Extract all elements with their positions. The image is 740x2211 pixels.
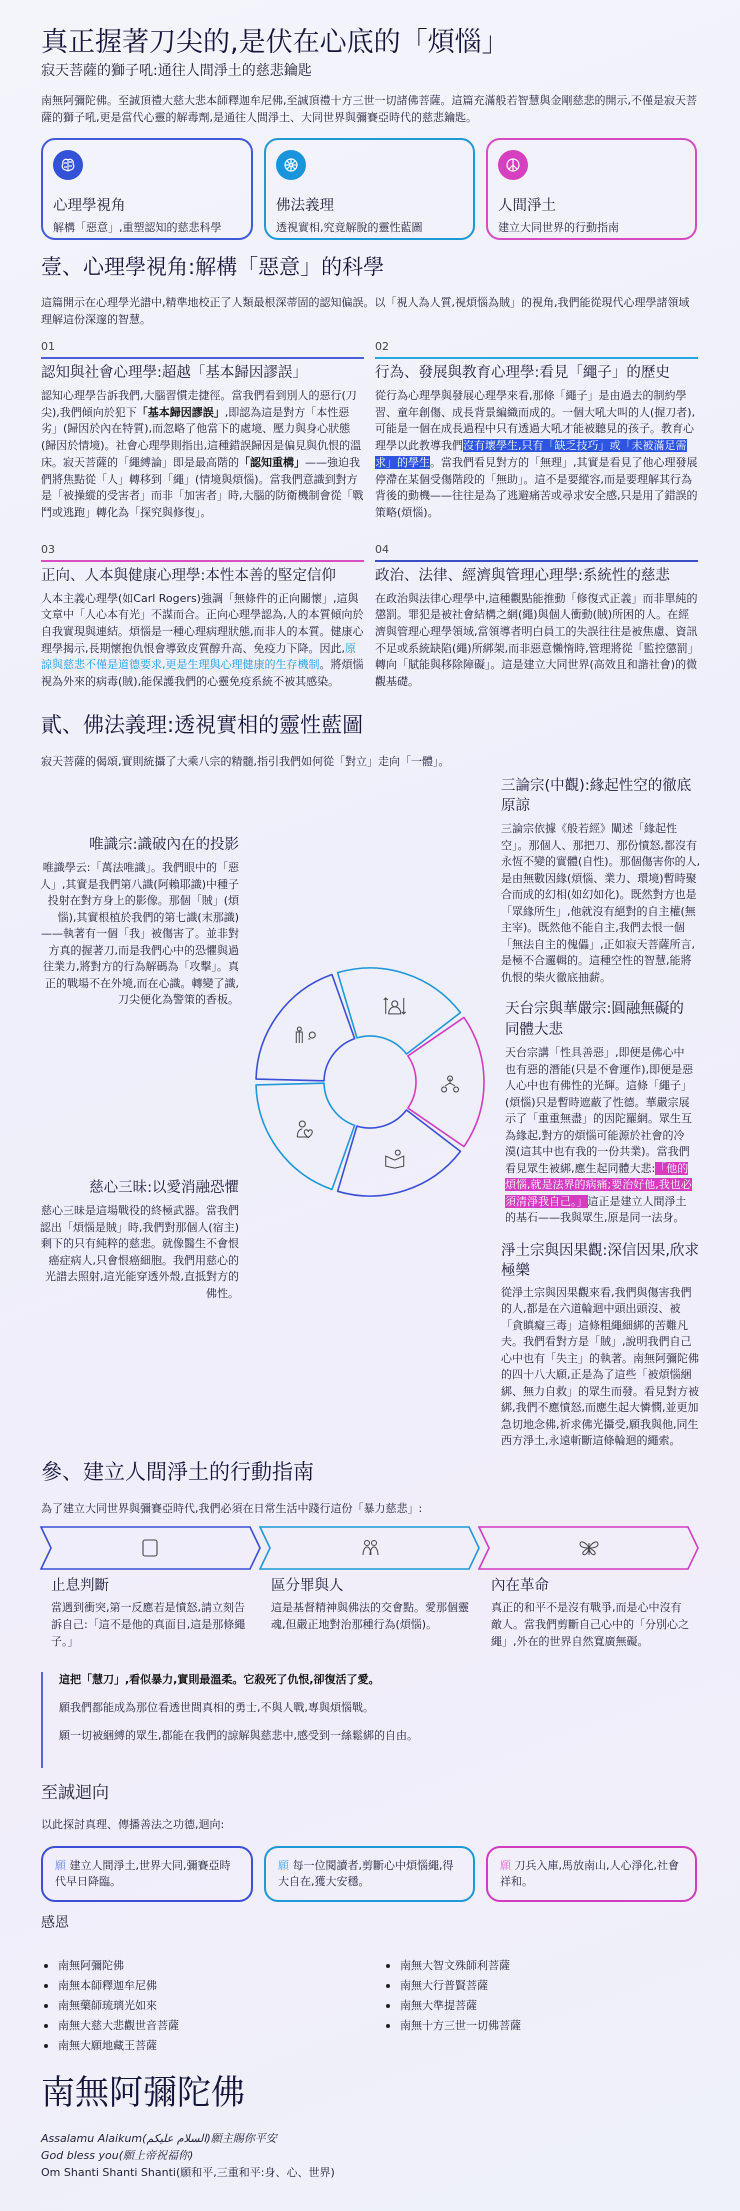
- divider: [41, 357, 364, 359]
- right-column: [501, 770, 701, 1450]
- step-body: 這是基督精神與佛法的交會點。愛那個靈魂,但嚴正地對治那種行為(煩惱)。: [271, 1601, 469, 1632]
- card-desc: 建立大同世界的行動指南: [498, 221, 619, 234]
- section-2-heading: 貳、佛法義理:透視實相的靈性藍圖: [41, 712, 364, 737]
- text: ——強迫我們將焦點從「人」轉移到「繩」(情境與煩惱)。當我們意識到對方是「被操縱的受害者」而非「加害者」時,大腦的防衛機制會從「戰鬥或逃跑」轉化為「探究與修復」。: [41, 455, 364, 519]
- dedication-intro: 以此探討真理、傳播善法之功德,迴向:: [41, 1818, 225, 1832]
- chevron-step-1: [41, 1527, 260, 1569]
- person-idea-icon: [296, 1027, 315, 1043]
- text: ,即認為這是對方「本性惡劣」(歸因於內在特質),而忽略了他當下的處境、壓力與身心狀態(歸因於情境)。社會心理學則指出,這種錯誤歸因是偏見與仇恨的溫床。寂天菩薩的「繩縛論」即是最高階的: [41, 405, 362, 469]
- card-desc: 透視實相,究竟解脫的靈性藍圖: [276, 221, 423, 234]
- card-pure-land[interactable]: [486, 138, 697, 240]
- bold-term: 「基本歸因謬誤」: [136, 405, 225, 419]
- blessing-line: Om Shanti Shanti Shanti(願和平,三重和平:身、心、世界): [41, 2165, 335, 2179]
- school-body: 從淨土宗與因果觀來看,我們與傷害我們的人,都是在六道輪迴中頭出頭沒、被「貪瞋癡三毒」這條粗繩細綁的苦難凡夫。我們看對方是「賊」,說明我們自己心中也有「失主」的執著。南無阿彌陀佛的四十八大願,正是為了這些「被煩惱綑綁、無力自救」的眾生而發。看見對方被綁,我們不應憤怒,而應生起大憐憫,並更加急切地念佛,祈求佛光攝受,願我與他,同生西方淨土,永遠斬斷這條輪迴的繩索。: [501, 1285, 699, 1448]
- text: 天台宗講「性具善惡」,即便是佛心中也有惡的潛能(只是不會運作),即便是惡人心中也有佛性的光輝。這條「繩子」(煩惱)只是暫時遮蔽了性德。華嚴宗展示了「重重無盡」的因陀羅網。眾生互為緣起,對方的煩惱可能源於社會的冷漠(這其中也有我的一份共業)。當我們看見眾生被綁,應生起同體大悲:: [505, 1046, 694, 1175]
- step-separate-sin-person: [271, 1576, 476, 1650]
- steps: [41, 1576, 698, 1650]
- dedication-heading: 至誠迴向: [41, 1783, 109, 1804]
- thanks-list-right: [383, 1956, 698, 2056]
- vow-text: 刀兵入庫,馬放南山,人心淨化,社會祥和。: [500, 1858, 679, 1888]
- item-number: 04: [375, 542, 389, 556]
- card-title: 佛法義理: [276, 198, 334, 214]
- schools-section: [0, 770, 740, 1450]
- caring-heart-icon: [297, 1121, 312, 1138]
- step-body: 當遇到衝突,第一反應若是憤怒,請立刻告訴自己:「這不是他的真面目,這是那條繩子。」: [51, 1601, 246, 1649]
- psych-item-04: [375, 542, 698, 691]
- steps-chevrons: [0, 1525, 740, 1571]
- school-tiantai: [505, 999, 695, 1227]
- item-title: 正向、人本與健康心理學:本性本善的堅定信仰: [41, 567, 336, 584]
- overview-cards: [41, 138, 698, 240]
- thanks-heading: 感恩: [41, 1914, 69, 1931]
- school-body: 唯識學云:「萬法唯識」。我們眼中的「惡人」,其實是我們第八識(阿賴耶識)中種子投射在對方身上的影像。那個「賊」(煩惱),其實根植於我們的第七識(末那識)——執著有一個「我」被傷害了。並非對方真的握著刀,而是我們心中的恐懼與過往業力,將對方的行為解碼為「攻擊」。真正的戰場不在外境,而在心識。轉變了識,刀尖便化為警策的香板。: [39, 861, 239, 1007]
- card-dharma[interactable]: [264, 138, 475, 240]
- school-cixin: [39, 1178, 239, 1302]
- butterfly-icon: [580, 1542, 598, 1555]
- section-3-intro: 為了建立大同世界與彌賽亞時代,我們必須在日常生活中踐行這份「暴力慈悲」:: [41, 1501, 423, 1515]
- list-item: 南無大準提菩薩: [383, 1996, 698, 2016]
- people-icon: [363, 1541, 378, 1556]
- psych-item-03: [41, 542, 364, 691]
- dedication-card: [41, 1846, 253, 1902]
- item-body: [41, 591, 364, 691]
- step-body: 真正的和平不是沒有戰爭,而是心中沒有敵人。當我們剪斷自己心中的「分別心之繩」,外在的世界自然寬廣無礙。: [491, 1601, 689, 1649]
- blessing-line: God bless you(願上帝祝福你): [41, 2148, 194, 2162]
- blessing-line: Assalamu Alaikum(السلام عليكم)願主賜你平安: [41, 2131, 277, 2145]
- vow-text: 建立人間淨土,世界大同,彌賽亞時代早日降臨。: [55, 1858, 231, 1888]
- closing-quote: [41, 1672, 698, 1768]
- card-title: 心理學視角: [53, 198, 126, 214]
- school-title: 慈心三昧:以愛消融恐懼: [89, 1180, 239, 1197]
- peace-icon: [498, 150, 528, 180]
- step-stop-judging: [51, 1576, 256, 1650]
- wheel-segment[interactable]: [338, 968, 461, 1054]
- quote-line: 願一切被綑縛的眾生,都能在我們的諒解與慈悲中,感受到一絲鬆綁的自由。: [59, 1729, 418, 1743]
- highlighted-text: 原諒與慈悲不僅是道德要求,更是生理與心理健康的生存機制: [41, 641, 356, 672]
- thanks-lists: [41, 1956, 698, 2056]
- psych-item-01: [41, 339, 364, 522]
- network-icon: [442, 1076, 459, 1092]
- school-title: 天台宗與華嚴宗:圓融無礙的同體大悲: [505, 1001, 684, 1039]
- dedication-card: [264, 1846, 475, 1902]
- list-item: 南無大慈大悲觀世音菩薩: [41, 2016, 383, 2036]
- section-1-intro: 這篇開示在心理學光譜中,精準地校正了人類最根深蒂固的認知偏誤。以「視人為人質,視煩惱為賊」的視角,我們能從現代心理學諸領域理解這份深邃的智慧。: [41, 296, 690, 326]
- vow-text: 每一位閱讀者,剪斷心中煩惱繩,得大自在,獲大安穩。: [278, 1858, 454, 1888]
- school-title: 淨土宗與因果觀:深信因果,欣求極樂: [501, 1242, 699, 1279]
- school-weishi: [39, 835, 239, 1009]
- item-title: 認知與社會心理學:超越「基本歸因謬誤」: [41, 365, 307, 381]
- divider: [375, 560, 698, 562]
- thanks-list-left: [41, 1956, 383, 2056]
- card-desc: 解構「惡意」,重塑認知的慈悲科學: [53, 221, 222, 234]
- item-title: 政治、法律、經濟與管理心理學:系統性的慈悲: [375, 567, 670, 584]
- divider: [375, 357, 698, 359]
- bold-term: 「認知重構」: [239, 455, 305, 469]
- item-body: [375, 388, 698, 522]
- person-growth-icon: [384, 998, 406, 1014]
- step-title: 內在革命: [491, 1578, 549, 1595]
- pause-square-icon: [143, 1540, 157, 1556]
- dedication-cards: [41, 1846, 698, 1902]
- blessings: [41, 2130, 698, 2181]
- schools-wheel-diagram: [250, 962, 490, 1202]
- psychology-grid: [41, 339, 698, 691]
- step-title: 區分罪與人: [271, 1578, 344, 1595]
- dedication-card: [486, 1846, 697, 1902]
- text: 認知心理學告訴我們,大腦習慣走捷徑。當我們看到別人的惡行(刀尖),我們傾向於犯下: [41, 389, 357, 419]
- divider: [41, 560, 364, 562]
- closing-chant: 南無阿彌陀佛: [41, 2072, 245, 2113]
- list-item: 南無本師釋迦牟尼佛: [41, 1976, 383, 1996]
- school-body: 三論宗依據《般若經》闡述「緣起性空」。那個人、那把刀、那份憤怒,都沒有永恆不變的實體(自性)。那個傷害你的人,是由無數因緣(煩惱、業力、環境)暫時聚合而成的幻相(如幻如化)。既然對方也是「眾緣所生」,他就沒有絕對的自主權(無主宰)。既然他不能自主,我們去恨一個「無法自主的傀儡」,正如寂天菩薩所言,是極不合邏輯的。這種空性的智慧,能將仇恨的柴火徹底抽薪。: [501, 822, 701, 984]
- psych-item-02: [375, 339, 698, 522]
- list-item: 南無大智文殊師利菩薩: [383, 1956, 698, 1976]
- wheel-segment[interactable]: [256, 975, 355, 1081]
- text: 。將煩惱視為外來的病毒(賊),能保護我們的心靈免疫系統不被其感染。: [41, 658, 364, 689]
- wheel-segment[interactable]: [256, 1084, 355, 1190]
- vow-mark: 願: [500, 1858, 511, 1872]
- card-title: 人間淨土: [498, 198, 556, 214]
- item-body: [41, 388, 364, 522]
- card-psychology[interactable]: [41, 138, 253, 240]
- section-3-heading: 參、建立人間淨土的行動指南: [41, 1459, 314, 1484]
- highlighted-quote: 「他的煩惱,就是法界的病痛;要治好他,我也必須清淨我自己。」: [505, 1161, 692, 1208]
- item-number: 01: [41, 340, 55, 353]
- list-item: 南無大願地藏王菩薩: [41, 2036, 383, 2056]
- section-1-heading: 壹、心理學視角:解構「惡意」的科學: [41, 255, 385, 279]
- page-title: 真正握著刀尖的,是伏在心底的「煩惱」: [41, 27, 509, 58]
- list-item: 南無十方三世一切佛菩薩: [383, 2016, 698, 2036]
- text: 。當我們看見對方的「無理」,其實是看見了他心理發展停滯在某個受傷階段的「無助」。這不是要縱容,而是要理解其行為背後的動機——往往是為了逃避痛苦或尋求安全感,只是用了錯誤的策略(煩惱)。: [375, 455, 698, 519]
- text: 人本主義心理學(如Carl Rogers)強調「無條件的正向關懷」,這與文章中「人心本有光」不謀而合。正向心理學認為,人的本質傾向於自我實現與連結。煩惱是一種心理病理狀態,而非人的本質。健康心理學揭示,長期懷抱仇恨會導致皮質醇升高、免疫力下降。因此,: [41, 591, 364, 655]
- vow-mark: 願: [55, 1858, 66, 1872]
- intro-paragraph: 南無阿彌陀佛。至誠頂禮大慈大悲本師釋迦牟尼佛,至誠頂禮十方三世一切諸佛菩薩。這篇充滿般若智慧與金剛慈悲的開示,不僅是寂天菩薩的獅子吼,更是當代心靈的解毒劑,是通往人間淨土、大同世界與彌賽亞時代的慈悲鑰匙。: [41, 94, 697, 124]
- brain-icon: [53, 150, 83, 180]
- school-title: 三論宗(中觀):緣起性空的徹底原諒: [501, 778, 692, 815]
- text: 從行為心理學與發展心理學來看,那條「繩子」是由過去的制約學習、童年創傷、成長背景編織而成的。一個大吼大叫的人(握刀者),可能是一個在成長過程中只有透過大吼才能被聽見的孩子。教育心理學以此教導我們: [375, 389, 696, 453]
- school-sanlun: [501, 776, 701, 986]
- vow-mark: 願: [278, 1858, 289, 1872]
- list-item: 南無阿彌陀佛: [41, 1956, 383, 1976]
- item-number: 03: [41, 542, 55, 556]
- item-number: 02: [375, 340, 389, 353]
- quote-bold: 這把「慧刀」,看似暴力,實則最溫柔。它殺死了仇恨,卻復活了愛。: [59, 1673, 380, 1687]
- school-body: 慈心三昧是這場戰役的終極武器。當我們認出「煩惱是賊」時,我們對那個人(宿主)剩下的只有純粹的慈悲。就像醫生不會恨癌症病人,只會恨癌細胞。我們用慈心的光譜去照射,這光能穿透外殼,直抵對方的佛性。: [39, 1204, 239, 1300]
- reading-person-icon: [386, 1150, 404, 1168]
- text: 這正是建立人間淨土的基石——我與眾生,原是同一法身。: [505, 1194, 687, 1225]
- wheel-segment[interactable]: [338, 1110, 461, 1196]
- item-body: 在政治與法律心理學中,這種觀點能推動「修復式正義」而非單純的懲罰。罪犯是被社會結構之網(繩)與個人衝動(賊)所困的人。在經濟與管理心理學領域,當領導者明白員工的失誤往往是被焦慮、資訊不足或系統缺陷(繩)所綁架,而非惡意懶惰時,管理將從「監控懲罰」轉向「賦能與移除障礙」。這是建立大同世界(高效且和諧社會)的微觀基礎。: [375, 591, 698, 689]
- school-title: 唯識宗:識破內在的投影: [89, 837, 239, 854]
- list-item: 南無藥師琉璃光如來: [41, 1996, 383, 2016]
- list-item: 南無大行普賢菩薩: [383, 1976, 698, 1996]
- step-inner-revolution: [491, 1576, 696, 1650]
- page-subtitle: 寂天菩薩的獅子吼:通往人間淨土的慈悲鑰匙: [41, 63, 312, 79]
- section-2-intro: 寂天菩薩的偈頌,實則統攝了大乘八宗的精髓,指引我們如何從「對立」走向「一體」。: [41, 754, 450, 768]
- school-jingtu: [501, 1241, 701, 1450]
- highlighted-text: 沒有壞學生,只有「缺乏技巧」或「未被滿足需求」的學生: [375, 439, 687, 469]
- step-title: 止息判斷: [51, 1578, 109, 1595]
- wheel-segment[interactable]: [408, 1018, 484, 1147]
- school-body: [505, 1045, 695, 1227]
- quote-line: 願我們都能成為那位看透世間真相的勇士,不與人戰,專與煩惱戰。: [59, 1701, 374, 1715]
- item-title: 行為、發展與教育心理學:看見「繩子」的歷史: [375, 365, 670, 381]
- dharma-wheel-icon: [276, 150, 306, 180]
